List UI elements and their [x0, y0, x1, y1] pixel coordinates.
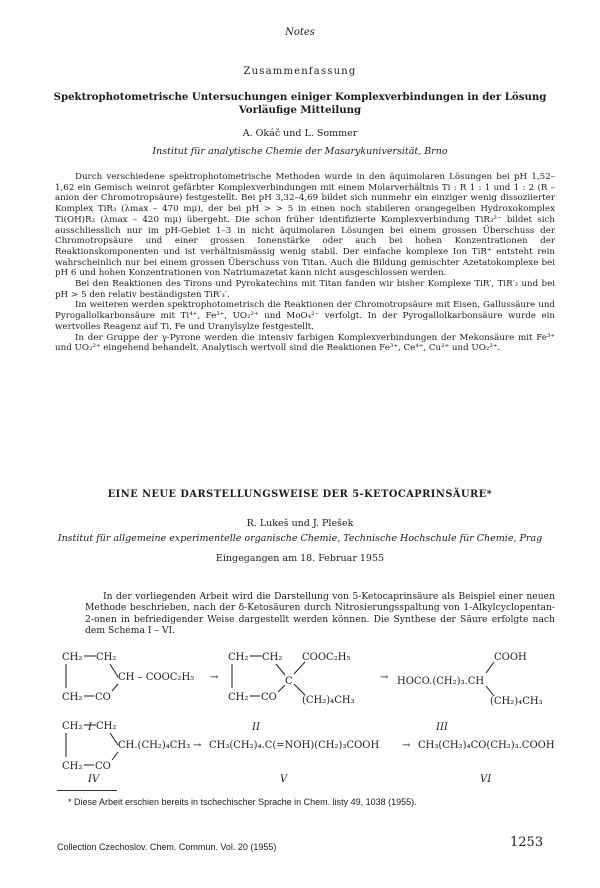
authors-2: R. Lukeš und J. Plešek: [246, 518, 354, 529]
article-title-2: EINE NEUE DARSTELLUNGSWEISE DER 5-KETOCAPRINSÄURE*: [107, 489, 493, 500]
compound-label: III: [436, 722, 448, 733]
footnote: * Diese Arbeit erschien bereits in tschechischer Sprache in Chem. listy 49, 1038 (1955).: [68, 797, 417, 807]
arrow: →: [402, 740, 411, 751]
arrow: →: [380, 672, 389, 683]
ch-cooc2h5: CH – COOC₂H₅: [118, 672, 195, 683]
quaternary-c: C: [285, 676, 293, 687]
pentyl: (CH₂)₄CH₃: [490, 696, 543, 707]
ch-pentyl: CH.(CH₂)₄CH₃: [118, 740, 191, 751]
ring-co: CO: [95, 692, 111, 703]
ring-ch2: CH₂: [62, 761, 83, 772]
page-number: 1253: [510, 835, 544, 850]
bond: [110, 664, 118, 677]
abstract-paragraph: Durch verschiedene spektrophotometrische Methoden wurde in den äquimolaren Lösungen bei pH 1,52–1,62 ein Gemisch weinrot gefärbter Komplexverbindungen mit einem Molarverhältnis Ti : R 1 : 1 und 1 : 2 (R – anion der Chromotropsäure) festgestellt. Bei pH 3,32–4,69 bildet sich nunmehr ein einziger wenig dissoziierter Komplex TiR₃ (λmax – 470 mμ), der bei pH > > 5 in einen noch stabileren orangegelben Hydroxokomplex Ti(OH)R₃ (λmax – 420 mμ) übergeht. Die schon früher identifizierte Komplexverbindung TiR₃²⁻ bildet sich ausschliesslich nur im pH-Gebiet 1–3 in nicht äquimolaren Lösungen bei einem grossen Überschuss der Chromotropsäure und einer grossen Ionenstärke oder auch bei hohen Konzentrationen der Reaktionskomponenten und ist verhältnismässig wenig stabil. Der einfache komplexe Ion TiR⁺ entsteht rein wahrscheinlich nur bei einem grossen Überschuss von Titan. Auch die Bildung gemischter Azetatokomplexe bei pH 6 und hohen Konzentrationen von Natriumazetat kann nicht ausgeschlossen werden.: [55, 172, 555, 279]
ring-ch2: CH₂: [262, 652, 283, 663]
running-header: Notes: [285, 27, 315, 38]
compound-iv: [62, 721, 190, 785]
compound-label: V: [280, 774, 288, 785]
section-heading: Zusammenfassung: [243, 66, 357, 77]
bond: [294, 684, 305, 695]
hoco-chain: HOCO.(CH₂)₃.CH: [397, 676, 485, 687]
journal-footer: Collection Czechoslov. Chem. Commun. Vol. 20 (1955): [57, 842, 277, 852]
abstract-paragraph: Im weiteren werden spektrophotometrisch die Reaktionen der Chromotropsäure mit Eisen, Gallussäure und Pyrogallolkarbonsäure mit Ti⁴⁺, Fe³⁺, UO₂²⁺ und MoO₄²⁻ verfolgt. In der Pyrogallolkarbonsäure wurde ein wertvolles Reagenz auf Ti, Fe und Uranylsylze festgestellt.: [55, 300, 555, 332]
bond: [486, 686, 494, 696]
compound-label: IV: [88, 774, 100, 785]
authors-1: A. Okáč und L. Sommer: [242, 128, 358, 139]
pentyl: (CH₂)₄CH₃: [302, 695, 355, 706]
received-date: Eingegangen am 18. Februar 1955: [215, 553, 385, 564]
bond: [112, 752, 118, 760]
compound-label: II: [252, 722, 260, 733]
ring-ch2: CH₂: [96, 721, 117, 732]
ring-ch2: CH₂: [62, 692, 83, 703]
footnote-divider: [57, 790, 117, 791]
bond: [278, 685, 285, 692]
oxime-acid: CH₃(CH₂)₄.C(=NOH)(CH₂)₃COOH: [209, 740, 380, 751]
ring-co: CO: [95, 761, 111, 772]
institute-1: Institut für analytische Chemie der Masarykuniversität, Brno: [152, 146, 448, 157]
compound-label: VI: [480, 774, 492, 785]
cooh: COOH: [494, 652, 527, 663]
keto-acid: CH₃(CH₂)₄CO(CH₂)₃.COOH: [418, 740, 555, 751]
intro-paragraph: In der vorliegenden Arbeit wird die Darstellung von 5-Ketocaprinsäure als Beispiel einer neuen Methode beschrieben, nach der δ-Ketosäuren durch Nitrosierungsspaltung von 1-Alkylcyclopentan-2-onen in befriedigender Weise dargestellt werden können. Die Synthese der Säure erfolgte nach dem Schema I – VI.: [85, 591, 555, 637]
ring-ch2: CH₂: [62, 652, 83, 663]
bond: [486, 662, 494, 673]
cooc2h5: COOC₂H₅: [302, 652, 351, 663]
ring-ch2: CH₂: [62, 721, 83, 732]
ring-ch2: CH₂: [228, 652, 249, 663]
bond: [112, 684, 118, 691]
compound-label: I: [88, 722, 92, 733]
compound-ii: [228, 652, 355, 733]
abstract-paragraph: Bei den Reaktionen des Tirons und Pyrokatechins mit Titan fanden wir bisher Komplexe TiR′, TiR′₂ und bei pH > 5 den relativ beständigsten TiR′₃′.: [55, 279, 555, 300]
ring-ch2: CH₂: [96, 652, 117, 663]
bond: [294, 662, 305, 674]
compound-iii: [397, 652, 543, 733]
abstract-paragraph: In der Gruppe der γ-Pyrone werden die intensiv farbigen Komplexverbindungen der Mekonsäure mit Fe³⁺ und UO₂²⁺ eingehend behandelt. Analytisch wertvoll sind die Reaktionen Fe³⁺, Ce⁴⁺, Cu²⁺ und UO₂²⁺.: [55, 332, 555, 354]
ring-co: CO: [261, 692, 277, 703]
bond: [110, 733, 118, 745]
arrow: →: [193, 740, 202, 751]
bond: [276, 664, 285, 675]
ring-ch2: CH₂: [228, 692, 249, 703]
article-title-1: Spektrophotometrische Untersuchungen einiger Komplexverbindungen in der Lösung Vorläufige Mitteilung: [53, 91, 547, 116]
institute-2: Institut für allgemeine experimentelle organische Chemie, Technische Hochschule für Chemie, Prag: [57, 533, 543, 544]
arrow: →: [210, 672, 219, 683]
